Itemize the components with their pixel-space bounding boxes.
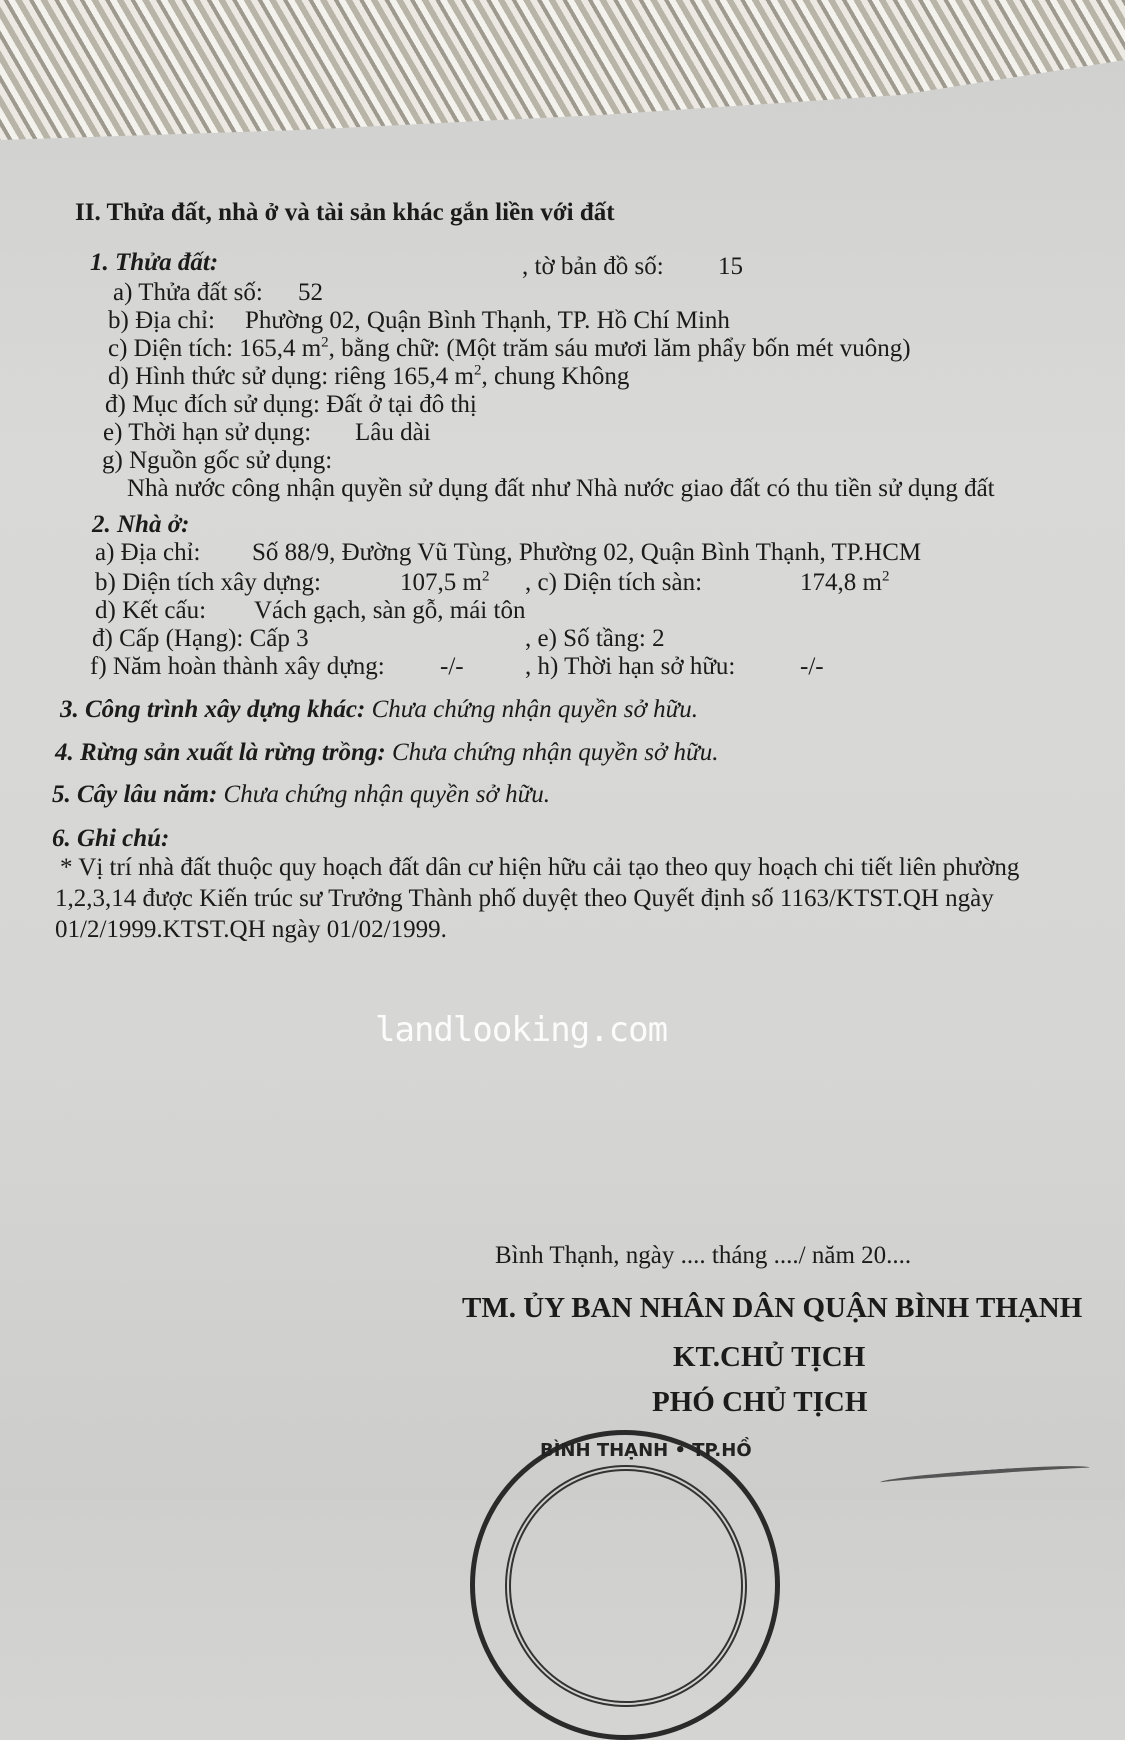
usage-term-value: Lâu dài [355,419,431,446]
usage-origin-label: g) Nguồn gốc sử dụng: [102,447,333,474]
section-title: II. Thửa đất, nhà ở và tài sản khác gắn liền với đất [75,199,615,226]
ownership-term-label: , h) Thời hạn sở hữu: [525,653,736,680]
signer-kt: KT.CHỦ TỊCH [673,1341,866,1373]
note-line: 1,2,3,14 được Kiến trúc sư Trưởng Thành phố duyệt theo Quyết định số 1163/KTST.QH ngày [55,885,994,912]
land-heading: 1. Thửa đất: [90,249,219,276]
perennial-trees: 5. Cây lâu năm: Chưa chứng nhận quyền sở hữu. [52,781,550,808]
signing-date: Bình Thạnh, ngày .... tháng ..../ năm 20.... [495,1242,912,1269]
note-line: 01/2/1999.KTST.QH ngày 01/02/1999. [55,916,447,943]
land-address-label: b) Địa chỉ: [108,307,215,334]
map-sheet-label: , tờ bản đồ số: [522,253,664,280]
note-line: * Vị trí nhà đất thuộc quy hoạch đất dân cư hiện hữu cải tạo theo quy hoạch chi tiết liên phường [60,854,1020,881]
construction-area-value: 107,5 $m^2$ [400,568,490,596]
signature-stroke [880,1463,1090,1488]
land-address-value: Phường 02, Quận Bình Thạnh, TP. Hồ Chí Minh [245,307,730,334]
signer-title: PHÓ CHỦ TỊCH [652,1386,868,1418]
usage-origin-value: Nhà nước công nhận quyền sử dụng đất như Nhà nước giao đất có thu tiền sử dụng đất [127,475,995,502]
land-usage-form: d) Hình thức sử dụng: riêng 165,4 $m^2$, chung Không [108,362,630,390]
land-area: c) Diện tích: 165,4 $m^2$, bằng chữ: (Một trăm sáu mươi lăm phẩy bốn mét vuông) [108,334,911,362]
structure-value: Vách gạch, sàn gỗ, mái tôn [254,597,526,624]
seal-text: BÌNH THẠNH • TP.HỒ [540,1440,752,1461]
structure-label: d) Kết cấu: [95,597,207,624]
floor-count: , e) Số tầng: 2 [525,625,665,652]
watermark: landlooking.com [375,1010,668,1050]
usage-term-label: e) Thời hạn sử dụng: [103,419,312,446]
official-seal-inner [505,1465,747,1707]
other-construction: 3. Công trình xây dựng khác: Chưa chứng nhận quyền sở hữu. [60,696,699,723]
house-address-value: Số 88/9, Đường Vũ Tùng, Phường 02, Quận Bình Thạnh, TP.HCM [252,539,922,566]
land-purpose: đ) Mục đích sử dụng: Đất ở tại đô thị [105,391,477,418]
parcel-value: 52 [298,279,323,306]
parcel-label: a) Thửa đất số: [113,279,263,306]
floor-area-label: , c) Diện tích sàn: [525,569,703,596]
completion-year-value: -/- [440,653,464,680]
construction-area-label: b) Diện tích xây dựng: [95,569,322,596]
completion-year-label: f) Năm hoàn thành xây dựng: [90,653,385,680]
planted-forest: 4. Rừng sản xuất là rừng trồng: Chưa chứng nhận quyền sở hữu. [55,739,719,766]
notes-heading: 6. Ghi chú: [52,825,170,852]
signing-organization: TM. ỦY BAN NHÂN DÂN QUẬN BÌNH THẠNH [462,1292,1083,1324]
floor-area-value: 174,8 $m^2$ [800,568,890,596]
house-address-label: a) Địa chỉ: [95,539,201,566]
ownership-term-value: -/- [800,653,824,680]
house-heading: 2. Nhà ở: [92,511,190,538]
map-sheet-value: 15 [718,253,743,280]
house-grade: đ) Cấp (Hạng): Cấp 3 [92,625,309,652]
background-foil [0,0,1125,150]
